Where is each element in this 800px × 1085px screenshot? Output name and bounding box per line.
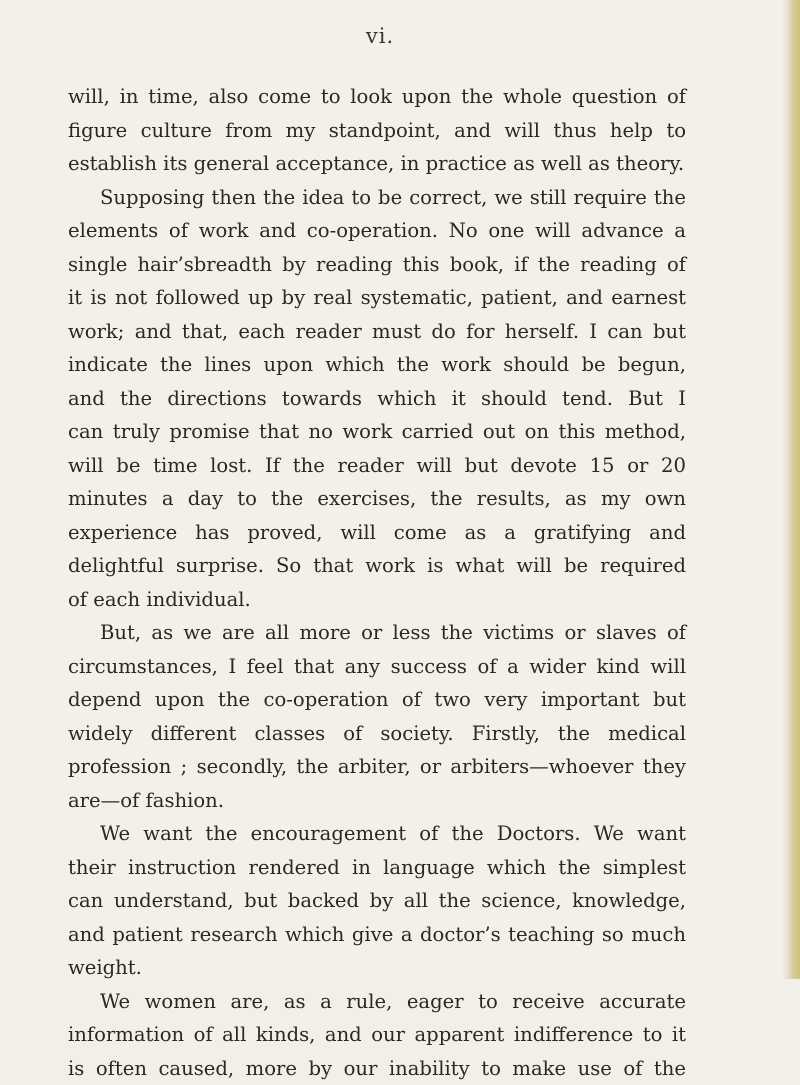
body-text (68, 80, 686, 1085)
text-line: profession ; secondly, the arbiter, or arbiters—whoever they (68, 750, 686, 784)
text-line: and the directions towards which it should tend. But I (68, 382, 686, 416)
text-line: widely different classes of society. Firstly, the medical (68, 717, 686, 751)
text-line: are—of fashion. (68, 784, 686, 818)
text-line: elements of work and co-operation. No one will advance a (68, 214, 686, 248)
text-line: can understand, but backed by all the science, knowledge, (68, 884, 686, 918)
text-line: weight. (68, 951, 686, 985)
text-line: is often caused, more by our inability to make use of the (68, 1052, 686, 1085)
paragraph-start-line: We women are, as a rule, eager to receive accurate (68, 985, 686, 1019)
text-line: indicate the lines upon which the work should be begun, (68, 348, 686, 382)
page-edge-shadow (782, 0, 800, 979)
text-line: it is not followed up by real systematic, patient, and earnest (68, 281, 686, 315)
text-line: establish its general acceptance, in practice as well as theory. (68, 147, 686, 181)
page-number: vi. (0, 24, 760, 48)
paragraph-start-line: But, as we are all more or less the victims or slaves of (68, 616, 686, 650)
text-line: can truly promise that no work carried out on this method, (68, 415, 686, 449)
text-line: delightful surprise. So that work is what will be required (68, 549, 686, 583)
text-line: depend upon the co-operation of two very important but (68, 683, 686, 717)
paragraph-start-line: We want the encouragement of the Doctors. We want (68, 817, 686, 851)
text-line: their instruction rendered in language which the simplest (68, 851, 686, 885)
text-line: minutes a day to the exercises, the results, as my own (68, 482, 686, 516)
text-line: work; and that, each reader must do for herself. I can but (68, 315, 686, 349)
text-line: information of all kinds, and our apparent indifference to it (68, 1018, 686, 1052)
text-line: single hair’sbreadth by reading this book, if the reading of (68, 248, 686, 282)
paragraph-start-line: Supposing then the idea to be correct, we still require the (68, 181, 686, 215)
text-line: and patient research which give a doctor’s teaching so much (68, 918, 686, 952)
text-line: figure culture from my standpoint, and will thus help to (68, 114, 686, 148)
text-line: will be time lost. If the reader will but devote 15 or 20 (68, 449, 686, 483)
text-line: will, in time, also come to look upon the whole question of (68, 80, 686, 114)
text-line: circumstances, I feel that any success of a wider kind will (68, 650, 686, 684)
text-line: experience has proved, will come as a gratifying and (68, 516, 686, 550)
text-line: of each individual. (68, 583, 686, 617)
